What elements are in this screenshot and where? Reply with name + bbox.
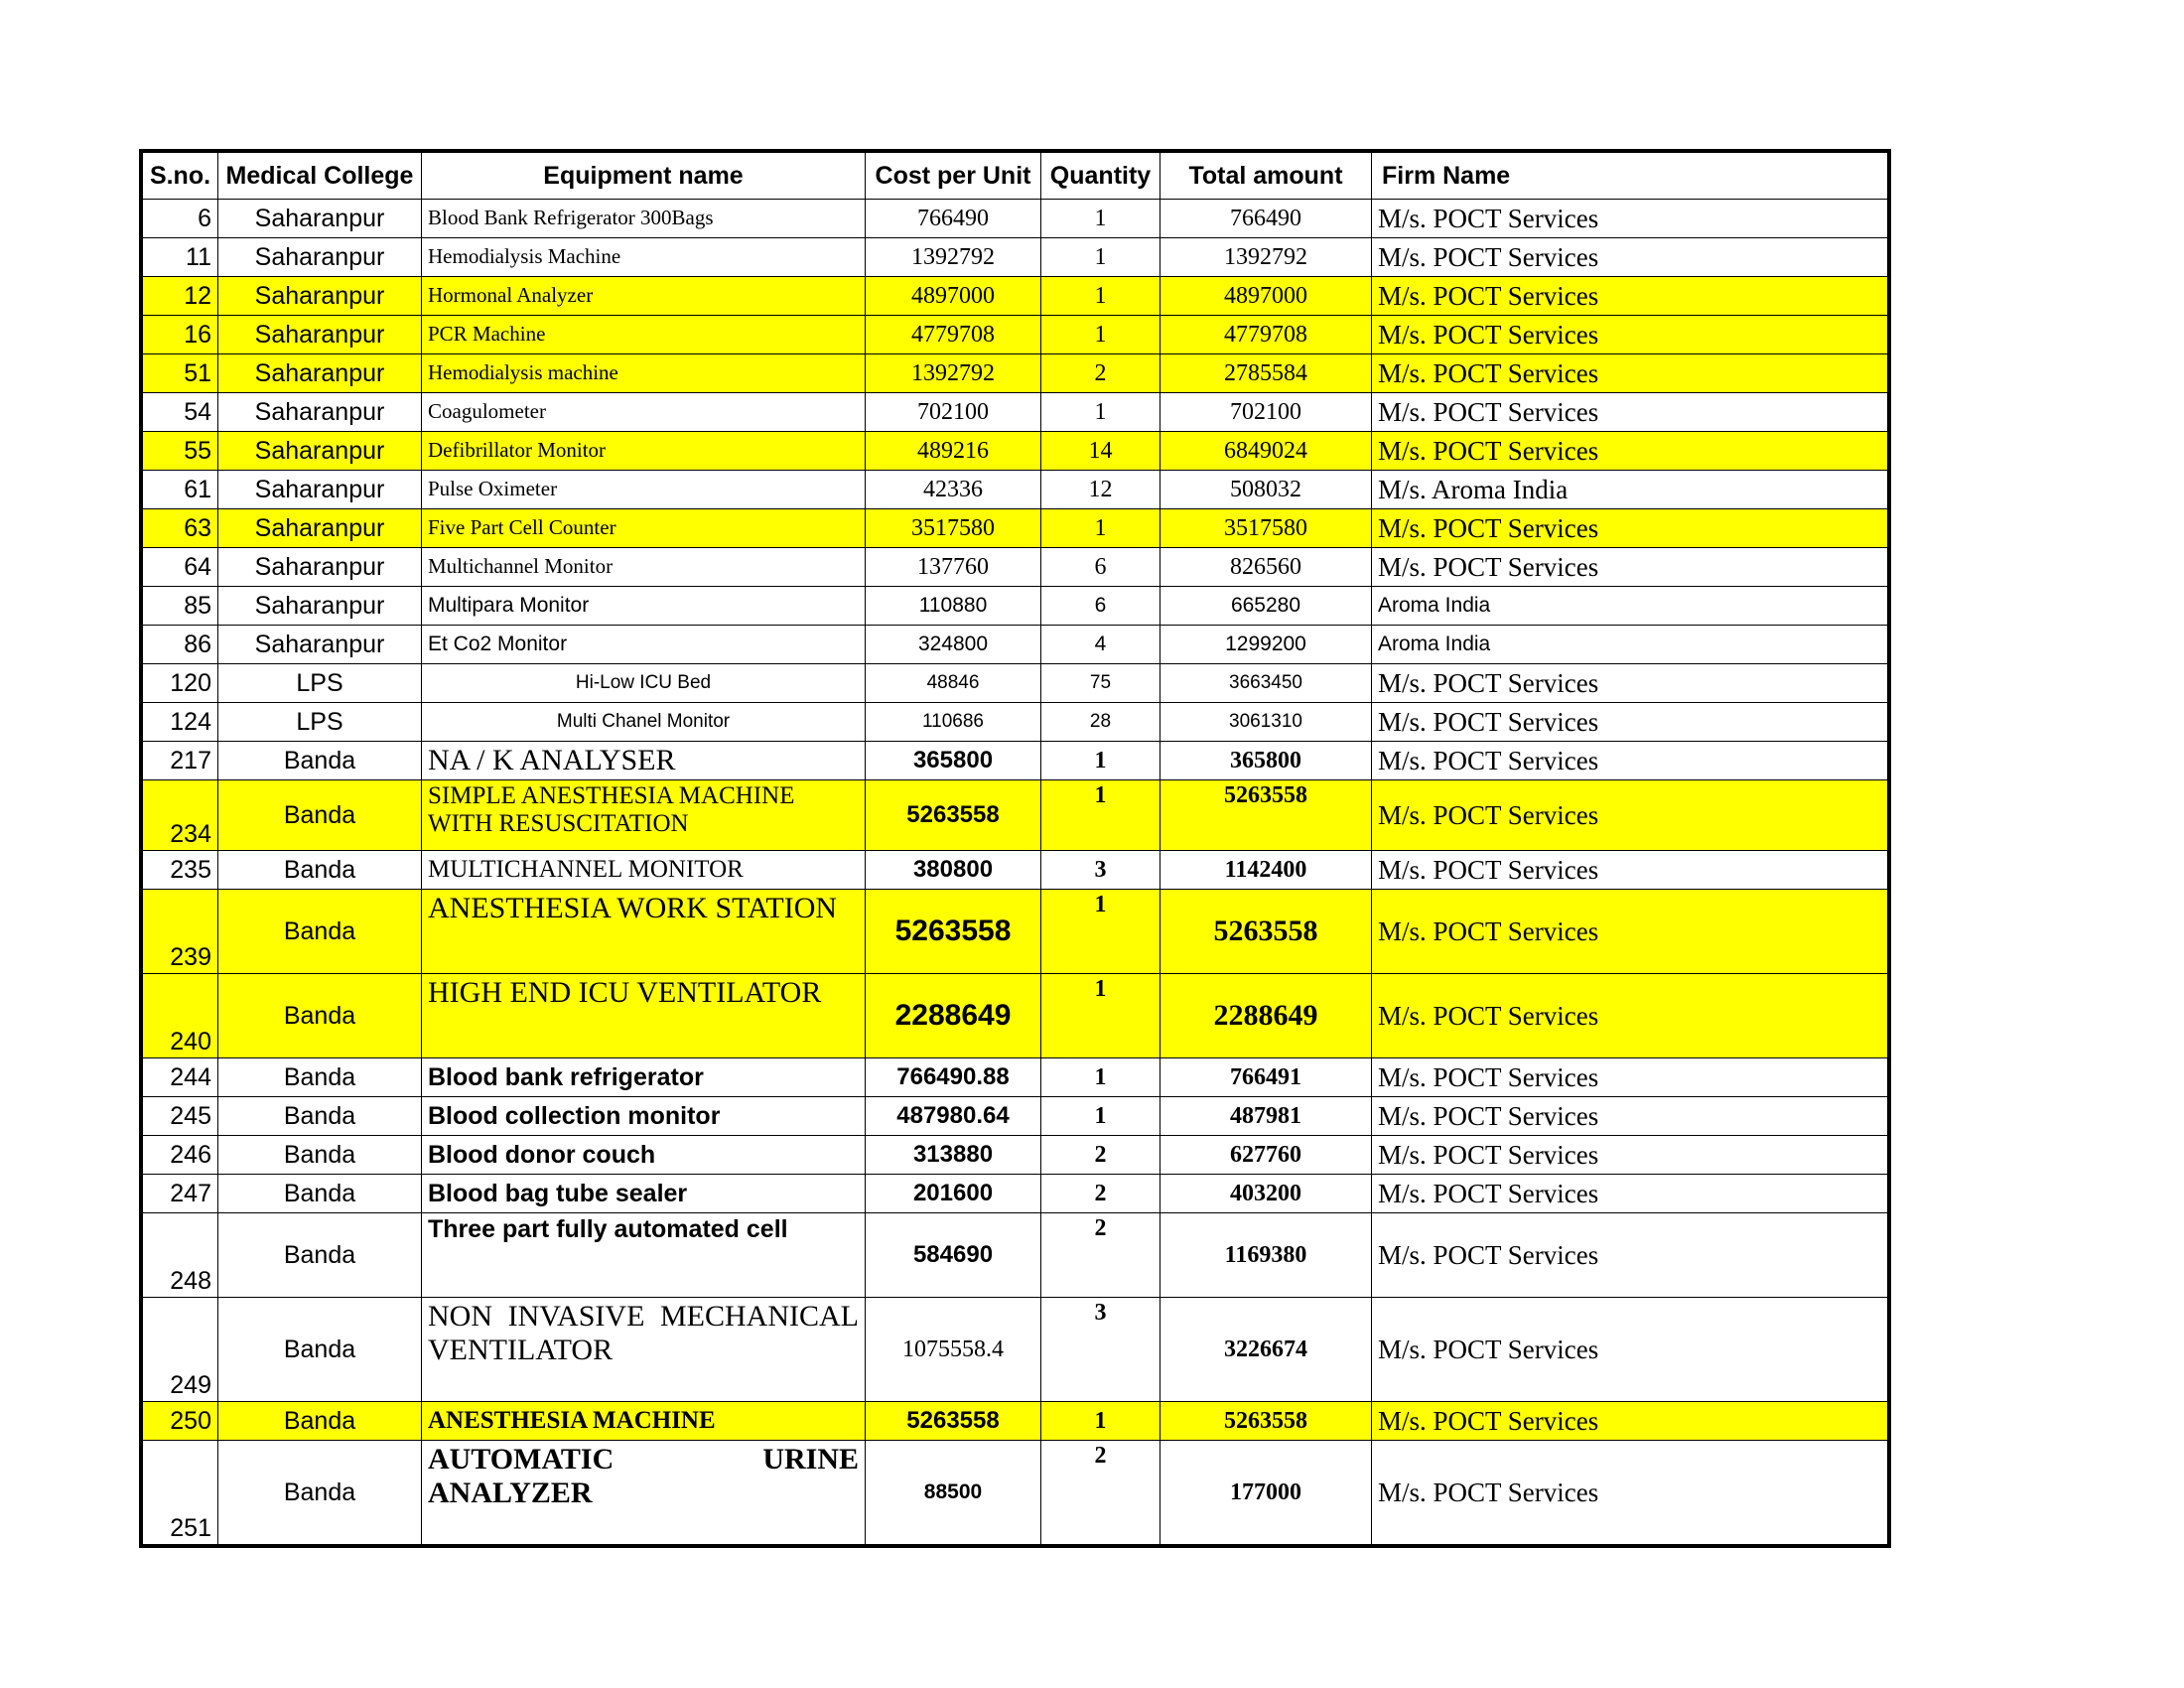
cell-college: Saharanpur: [218, 200, 422, 238]
cell-sno: 251: [143, 1441, 218, 1545]
cell-sno: 63: [143, 509, 218, 548]
cell-total: 826560: [1160, 548, 1372, 587]
cell-quantity: 6: [1041, 587, 1160, 626]
cell-equipment: ANESTHESIA MACHINE: [422, 1402, 866, 1441]
cell-college: Saharanpur: [218, 354, 422, 393]
cell-cost: 324800: [866, 626, 1041, 664]
cell-total: 702100: [1160, 393, 1372, 432]
table-row: [143, 851, 1888, 890]
cell-total: 508032: [1160, 471, 1372, 509]
cell-equipment: Hormonal Analyzer: [422, 277, 866, 316]
cell-cost: 2288649: [866, 974, 1041, 1058]
cell-college: Banda: [218, 1213, 422, 1298]
cell-college: Saharanpur: [218, 587, 422, 626]
cell-cost: 201600: [866, 1175, 1041, 1213]
cell-equipment: NON INVASIVE MECHANICAL VENTILATOR: [422, 1298, 866, 1402]
cell-equipment: Pulse Oximeter: [422, 471, 866, 509]
table-row: [143, 471, 1888, 509]
cell-quantity: 14: [1041, 432, 1160, 471]
cell-total: 5263558: [1160, 890, 1372, 974]
table-row: [143, 890, 1888, 974]
cell-college: Saharanpur: [218, 238, 422, 277]
cell-total: 1169380: [1160, 1213, 1372, 1298]
cell-cost: 365800: [866, 742, 1041, 780]
cell-equipment: SIMPLE ANESTHESIA MACHINE WITH RESUSCITATION: [422, 780, 866, 851]
cell-quantity: 1: [1041, 277, 1160, 316]
cell-quantity: 2: [1041, 1136, 1160, 1175]
cell-firm: M/s. POCT Services: [1372, 1402, 1888, 1441]
cell-total: 177000: [1160, 1441, 1372, 1545]
cell-equipment: Multipara Monitor: [422, 587, 866, 626]
cell-quantity: 1: [1041, 890, 1160, 974]
header-row: [143, 153, 1888, 200]
table-row: [143, 200, 1888, 238]
cell-firm: M/s. POCT Services: [1372, 1097, 1888, 1136]
cell-cost: 5263558: [866, 890, 1041, 974]
table-row: [143, 664, 1888, 703]
cell-sno: 248: [143, 1213, 218, 1298]
cell-sno: 12: [143, 277, 218, 316]
table-row: [143, 780, 1888, 851]
cell-quantity: 1: [1041, 1058, 1160, 1097]
column-header-firm-name: Firm Name: [1372, 153, 1888, 200]
cell-cost: 110686: [866, 703, 1041, 742]
cell-quantity: 6: [1041, 548, 1160, 587]
cell-total: 403200: [1160, 1175, 1372, 1213]
cell-sno: 239: [143, 890, 218, 974]
cell-college: Saharanpur: [218, 393, 422, 432]
cell-college: Banda: [218, 1058, 422, 1097]
cell-firm: M/s. POCT Services: [1372, 1136, 1888, 1175]
cell-cost: 88500: [866, 1441, 1041, 1545]
cell-quantity: 1: [1041, 200, 1160, 238]
cell-sno: 51: [143, 354, 218, 393]
cell-firm: Aroma India: [1372, 587, 1888, 626]
cell-firm: M/s. POCT Services: [1372, 1213, 1888, 1298]
cell-sno: 244: [143, 1058, 218, 1097]
cell-sno: 16: [143, 316, 218, 354]
cell-firm: M/s. POCT Services: [1372, 548, 1888, 587]
table-row: [143, 393, 1888, 432]
cell-cost: 1392792: [866, 238, 1041, 277]
cell-quantity: 2: [1041, 1175, 1160, 1213]
cell-cost: 3517580: [866, 509, 1041, 548]
cell-firm: M/s. POCT Services: [1372, 664, 1888, 703]
cell-total: 365800: [1160, 742, 1372, 780]
table-row: [143, 1402, 1888, 1441]
cell-cost: 489216: [866, 432, 1041, 471]
cell-sno: 86: [143, 626, 218, 664]
cell-cost: 487980.64: [866, 1097, 1041, 1136]
cell-firm: M/s. POCT Services: [1372, 780, 1888, 851]
cell-equipment: Multichannel Monitor: [422, 548, 866, 587]
cell-total: 1142400: [1160, 851, 1372, 890]
cell-quantity: 3: [1041, 851, 1160, 890]
cell-total: 5263558: [1160, 780, 1372, 851]
cell-total: 766491: [1160, 1058, 1372, 1097]
table-row: [143, 432, 1888, 471]
cell-total: 665280: [1160, 587, 1372, 626]
cell-total: 3663450: [1160, 664, 1372, 703]
table-row: [143, 1175, 1888, 1213]
cell-total: 3226674: [1160, 1298, 1372, 1402]
cell-firm: M/s. POCT Services: [1372, 238, 1888, 277]
cell-sno: 246: [143, 1136, 218, 1175]
cell-firm: M/s. POCT Services: [1372, 851, 1888, 890]
cell-cost: 313880: [866, 1136, 1041, 1175]
cell-sno: 85: [143, 587, 218, 626]
cell-equipment: Five Part Cell Counter: [422, 509, 866, 548]
cell-college: Banda: [218, 1402, 422, 1441]
cell-quantity: 1: [1041, 238, 1160, 277]
cell-college: Banda: [218, 780, 422, 851]
table-row: [143, 742, 1888, 780]
cell-quantity: 1: [1041, 316, 1160, 354]
table-row: [143, 1441, 1888, 1545]
cell-equipment: Multi Chanel Monitor: [422, 703, 866, 742]
cell-college: Banda: [218, 1441, 422, 1545]
cell-firm: M/s. POCT Services: [1372, 1058, 1888, 1097]
cell-equipment: Hi-Low ICU Bed: [422, 664, 866, 703]
table-row: [143, 1213, 1888, 1298]
cell-cost: 137760: [866, 548, 1041, 587]
table-row: [143, 354, 1888, 393]
cell-quantity: 1: [1041, 974, 1160, 1058]
cell-cost: 380800: [866, 851, 1041, 890]
cell-cost: 766490: [866, 200, 1041, 238]
cell-cost: 1075558.4: [866, 1298, 1041, 1402]
cell-firm: M/s. POCT Services: [1372, 277, 1888, 316]
cell-equipment: PCR Machine: [422, 316, 866, 354]
cell-quantity: 4: [1041, 626, 1160, 664]
cell-quantity: 1: [1041, 509, 1160, 548]
cell-equipment: ANESTHESIA WORK STATION: [422, 890, 866, 974]
cell-cost: 42336: [866, 471, 1041, 509]
table-row: [143, 316, 1888, 354]
cell-quantity: 2: [1041, 354, 1160, 393]
column-header-sno: S.no.: [143, 153, 218, 200]
cell-college: LPS: [218, 664, 422, 703]
cell-cost: 702100: [866, 393, 1041, 432]
cell-cost: 1392792: [866, 354, 1041, 393]
cell-equipment: Hemodialysis Machine: [422, 238, 866, 277]
table-row: [143, 626, 1888, 664]
cell-college: Saharanpur: [218, 509, 422, 548]
cell-quantity: 1: [1041, 742, 1160, 780]
cell-equipment: Three part fully automated cell: [422, 1213, 866, 1298]
cell-total: 1299200: [1160, 626, 1372, 664]
cell-quantity: 28: [1041, 703, 1160, 742]
cell-quantity: 1: [1041, 1097, 1160, 1136]
cell-cost: 5263558: [866, 780, 1041, 851]
cell-total: 2785584: [1160, 354, 1372, 393]
cell-equipment: HIGH END ICU VENTILATOR: [422, 974, 866, 1058]
cell-quantity: 1: [1041, 1402, 1160, 1441]
equipment-procurement-table: [142, 152, 1888, 1545]
cell-college: Banda: [218, 974, 422, 1058]
cell-firm: M/s. POCT Services: [1372, 200, 1888, 238]
cell-equipment: Blood bag tube sealer: [422, 1175, 866, 1213]
cell-firm: M/s. POCT Services: [1372, 974, 1888, 1058]
cell-college: Saharanpur: [218, 432, 422, 471]
cell-quantity: 1: [1041, 393, 1160, 432]
column-header-total-amount: Total amount: [1160, 153, 1372, 200]
cell-equipment: Et Co2 Monitor: [422, 626, 866, 664]
cell-equipment: Defibrillator Monitor: [422, 432, 866, 471]
cell-firm: M/s. POCT Services: [1372, 703, 1888, 742]
cell-college: Banda: [218, 1298, 422, 1402]
cell-sno: 124: [143, 703, 218, 742]
cell-firm: M/s. POCT Services: [1372, 432, 1888, 471]
cell-sno: 247: [143, 1175, 218, 1213]
cell-college: Saharanpur: [218, 277, 422, 316]
cell-total: 627760: [1160, 1136, 1372, 1175]
cell-sno: 240: [143, 974, 218, 1058]
cell-sno: 217: [143, 742, 218, 780]
cell-sno: 250: [143, 1402, 218, 1441]
table-row: [143, 1136, 1888, 1175]
cell-sno: 11: [143, 238, 218, 277]
cell-quantity: 12: [1041, 471, 1160, 509]
cell-college: Saharanpur: [218, 548, 422, 587]
cell-total: 6849024: [1160, 432, 1372, 471]
cell-college: Banda: [218, 890, 422, 974]
table-row: [143, 703, 1888, 742]
cell-college: Saharanpur: [218, 471, 422, 509]
cell-firm: M/s. Aroma India: [1372, 471, 1888, 509]
table-row: [143, 509, 1888, 548]
cell-total: 5263558: [1160, 1402, 1372, 1441]
cell-college: Saharanpur: [218, 316, 422, 354]
cell-equipment: Blood Bank Refrigerator 300Bags: [422, 200, 866, 238]
cell-college: LPS: [218, 703, 422, 742]
cell-sno: 249: [143, 1298, 218, 1402]
cell-equipment: Blood collection monitor: [422, 1097, 866, 1136]
table-row: [143, 238, 1888, 277]
cell-firm: M/s. POCT Services: [1372, 509, 1888, 548]
column-header-medical-college: Medical College: [218, 153, 422, 200]
cell-college: Banda: [218, 1136, 422, 1175]
cell-quantity: 3: [1041, 1298, 1160, 1402]
cell-sno: 235: [143, 851, 218, 890]
cell-sno: 64: [143, 548, 218, 587]
cell-cost: 584690: [866, 1213, 1041, 1298]
cell-equipment: NA / K ANALYSER: [422, 742, 866, 780]
cell-equipment: Blood donor couch: [422, 1136, 866, 1175]
cell-cost: 48846: [866, 664, 1041, 703]
cell-total: 1392792: [1160, 238, 1372, 277]
cell-quantity: 2: [1041, 1441, 1160, 1545]
cell-total: 766490: [1160, 200, 1372, 238]
cell-firm: M/s. POCT Services: [1372, 1298, 1888, 1402]
table-body: [143, 200, 1888, 1545]
cell-equipment: MULTICHANNEL MONITOR: [422, 851, 866, 890]
cell-college: Banda: [218, 1097, 422, 1136]
table-row: [143, 974, 1888, 1058]
cell-equipment: AUTOMATIC URINE ANALYZER: [422, 1441, 866, 1545]
cell-college: Saharanpur: [218, 626, 422, 664]
cell-total: 2288649: [1160, 974, 1372, 1058]
cell-firm: M/s. POCT Services: [1372, 742, 1888, 780]
cell-firm: M/s. POCT Services: [1372, 393, 1888, 432]
cell-college: Banda: [218, 1175, 422, 1213]
cell-firm: Aroma India: [1372, 626, 1888, 664]
cell-firm: M/s. POCT Services: [1372, 1441, 1888, 1545]
cell-cost: 4897000: [866, 277, 1041, 316]
cell-total: 3061310: [1160, 703, 1372, 742]
cell-firm: M/s. POCT Services: [1372, 354, 1888, 393]
cell-total: 487981: [1160, 1097, 1372, 1136]
cell-total: 4779708: [1160, 316, 1372, 354]
cell-cost: 766490.88: [866, 1058, 1041, 1097]
table-row: [143, 1097, 1888, 1136]
cell-college: Banda: [218, 851, 422, 890]
cell-cost: 110880: [866, 587, 1041, 626]
cell-sno: 234: [143, 780, 218, 851]
table-row: [143, 277, 1888, 316]
cell-firm: M/s. POCT Services: [1372, 1175, 1888, 1213]
cell-quantity: 75: [1041, 664, 1160, 703]
cell-sno: 55: [143, 432, 218, 471]
column-header-equipment-name: Equipment name: [422, 153, 866, 200]
cell-sno: 54: [143, 393, 218, 432]
cell-quantity: 1: [1041, 780, 1160, 851]
cell-equipment: Coagulometer: [422, 393, 866, 432]
cell-equipment: Blood bank refrigerator: [422, 1058, 866, 1097]
column-header-cost-per-unit: Cost per Unit: [866, 153, 1041, 200]
cell-sno: 61: [143, 471, 218, 509]
table-row: [143, 587, 1888, 626]
cell-total: 4897000: [1160, 277, 1372, 316]
cell-cost: 4779708: [866, 316, 1041, 354]
table-row: [143, 1298, 1888, 1402]
cell-sno: 245: [143, 1097, 218, 1136]
cell-firm: M/s. POCT Services: [1372, 890, 1888, 974]
cell-sno: 6: [143, 200, 218, 238]
cell-firm: M/s. POCT Services: [1372, 316, 1888, 354]
cell-quantity: 2: [1041, 1213, 1160, 1298]
table-row: [143, 1058, 1888, 1097]
cell-cost: 5263558: [866, 1402, 1041, 1441]
table-header: [143, 153, 1888, 200]
cell-equipment: Hemodialysis machine: [422, 354, 866, 393]
cell-college: Banda: [218, 742, 422, 780]
cell-total: 3517580: [1160, 509, 1372, 548]
column-header-quantity: Quantity: [1041, 153, 1160, 200]
cell-sno: 120: [143, 664, 218, 703]
table-row: [143, 548, 1888, 587]
